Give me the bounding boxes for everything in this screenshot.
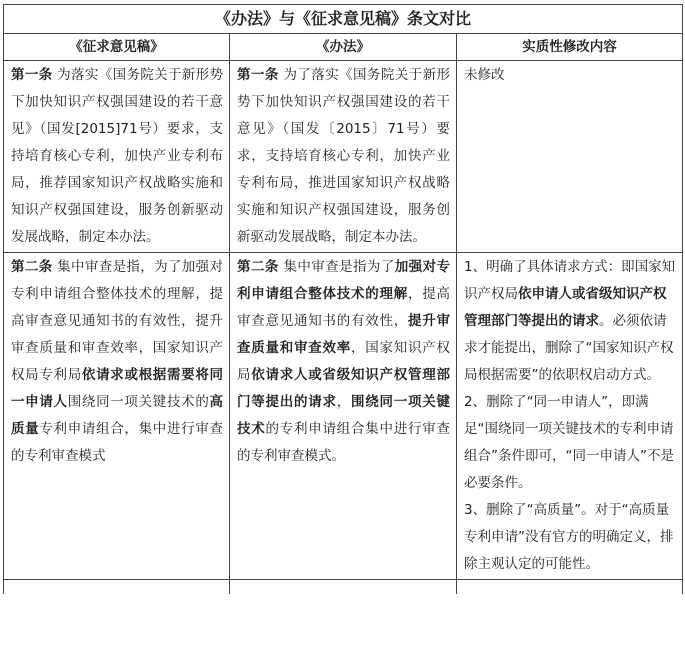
measures-article-2	[230, 253, 457, 580]
text: 的专利申请组合集中进行审查的专利审查模式。	[237, 421, 450, 464]
empty-cell	[230, 580, 457, 595]
bold-text: 围绕同一项关键技术	[237, 394, 450, 437]
text: 为了落实《国务院关于新形势下加快知识产权强国建设的若干意见》（国发〔2015〕71号）要求，支持培育核心专利，加快产业专利布局，推进国家知识产权战略实施和知识产权强国建设，服务创新驱动发展战略，制定本办法。	[237, 67, 451, 245]
bold-text: 依请求或根据需要将同一申请人	[11, 367, 224, 410]
column-header-measures: 《办法》	[230, 34, 457, 61]
bold-text: 提升审查质量和审查效率	[237, 313, 450, 356]
text: ，国家知识产权局	[237, 340, 450, 383]
text: ，提高审查意见通知书的有效性，	[237, 286, 450, 329]
text: 集中审查是指，为了加强对专利申请组合整体技术的理解，提高审查意见通知书的有效性，提升审查质量和审查效率，国家知识产权局专利局	[11, 259, 224, 383]
text: 围绕同一项关键技术的	[67, 394, 210, 410]
change-note-item	[464, 389, 676, 497]
text: 。必须依请求才能提出，删除了“国家知识产权局根据需要”的依职权启动方式。	[464, 313, 674, 383]
article-number: 第二条	[11, 259, 53, 275]
draft-article-2	[4, 253, 230, 580]
table-row-continued	[4, 580, 683, 595]
table-row	[4, 253, 683, 580]
bold-text: 高质量	[11, 394, 224, 437]
article-number: 第一条	[237, 67, 279, 83]
bold-text: 依请求人或省级知识产权管理部门等提出的请求	[237, 367, 450, 410]
text: 2、删除了“同一申请人”，即满足“围绕同一项关键技术的专利申请组合”条件即可，“同一申请人”不是必要条件。	[464, 394, 674, 491]
text: ，	[336, 394, 351, 410]
change-note-item	[464, 254, 676, 389]
bold-text: 加强对专利申请组合整体技术的理解	[237, 259, 451, 302]
change-note-article-1	[457, 61, 683, 253]
text: 1、明确了具体请求方式：即国家知识产权局	[464, 259, 676, 302]
column-header-changes: 实质性修改内容	[457, 34, 683, 61]
empty-cell	[457, 580, 683, 595]
change-notes-article-2	[457, 253, 683, 580]
change-note-item	[464, 497, 676, 578]
table-row	[4, 61, 683, 253]
column-header-draft: 《征求意见稿》	[4, 34, 230, 61]
bold-text: 依申请人或省级知识产权管理部门等提出的请求	[464, 286, 667, 329]
change-note-text: 未修改	[464, 67, 505, 83]
text: 3、删除了“高质量”。对于“高质量专利申请”没有官方的明确定义，排除主观认定的可能性。	[464, 502, 674, 572]
draft-article-1	[4, 61, 230, 253]
text: 为落实《国务院关于新形势下加快知识产权强国建设的若干意见》（国发[2015]71号）要求，支持培育核心专利，加快产业专利布局，推荐国家知识产权战略实施和知识产权强国建设，服务创新驱动发展战略，制定本办法。	[11, 67, 224, 245]
table-title: 《办法》与《征求意见稿》条文对比	[4, 5, 683, 34]
text: 集中审查是指为了	[278, 259, 395, 275]
article-number: 第二条	[237, 259, 279, 275]
comparison-table	[3, 4, 683, 594]
text: 专利申请组合，集中进行审查的专利审查模式	[11, 421, 224, 464]
article-number: 第一条	[11, 67, 53, 83]
empty-cell	[4, 580, 230, 595]
measures-article-1	[230, 61, 457, 253]
